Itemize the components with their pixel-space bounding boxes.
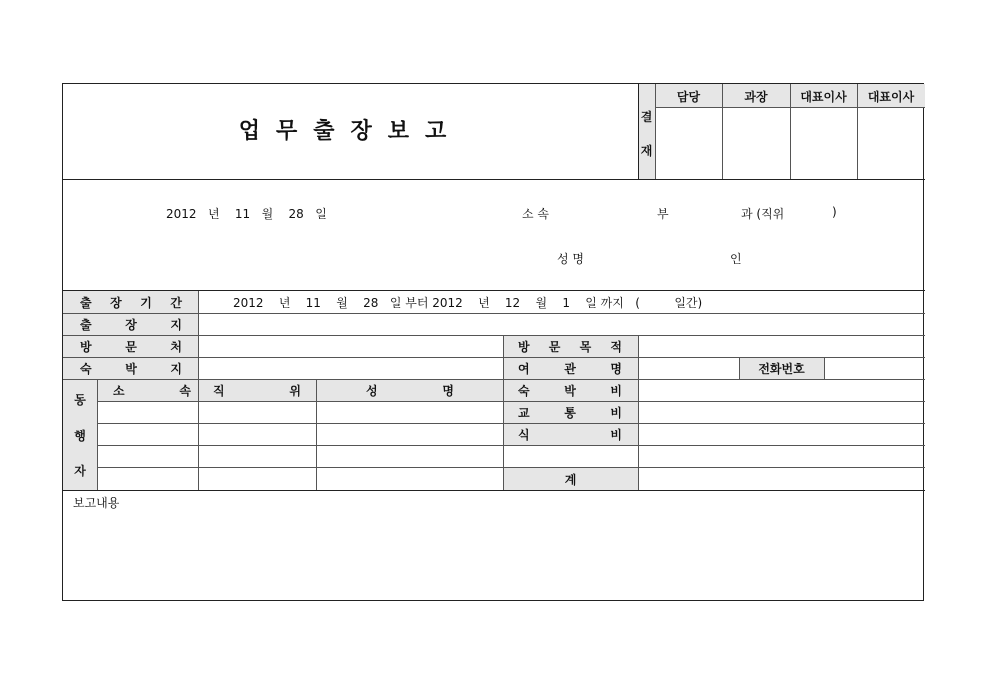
divider [63, 179, 925, 180]
report-content-area[interactable] [64, 512, 923, 598]
cost-meal-field[interactable] [639, 424, 924, 445]
approval-side-label-1: 결 [640, 110, 653, 124]
approval-header-manager: 과장 [744, 90, 768, 104]
purpose-label: 방 문 목 적 [518, 340, 622, 354]
phone-field[interactable] [825, 358, 924, 379]
companion-side-char: 행 [74, 429, 86, 443]
hotel-field[interactable] [639, 358, 738, 379]
approval-header-ceo-2: 대표이사 [867, 90, 915, 104]
divider [503, 335, 504, 490]
period-start-day: 28 [363, 296, 379, 310]
col-name: 성 명 [366, 384, 454, 398]
approval-side-label-2: 재 [640, 144, 653, 158]
report-year: 2012 [166, 207, 197, 221]
cost-total-label: 계 [564, 473, 577, 487]
approval-side-shade [638, 84, 655, 179]
seal-mark: 인 [730, 252, 742, 266]
col-affiliation: 소 속 [113, 384, 191, 398]
approval-header-ceo-1: 대표이사 [800, 90, 847, 104]
cost-lodging-field[interactable] [639, 380, 924, 401]
year-unit: 년 [208, 207, 220, 221]
lodging-label: 숙 박 지 [80, 362, 182, 376]
affiliation-label: 소 속 [522, 207, 549, 221]
period-label [80, 294, 182, 311]
phone-label: 전화번호 [758, 362, 805, 376]
lodging-field[interactable] [199, 358, 502, 379]
period-end-day: 1 [562, 296, 570, 310]
period-from: 부터 [405, 296, 429, 310]
day-unit: 일 [315, 207, 327, 221]
companion-side-char: 자 [74, 464, 86, 478]
divider [638, 84, 639, 179]
form-title: 업무출장보고 [238, 119, 463, 144]
day-unit: 일 [585, 296, 597, 310]
open-paren: ( [635, 296, 640, 310]
year-unit: 년 [478, 296, 490, 310]
visit-label: 방 문 처 [80, 340, 182, 354]
report-day: 28 [288, 207, 304, 221]
approval-sign-box-staff[interactable] [656, 108, 721, 178]
report-label: 보고내용 [73, 496, 120, 510]
cost-meal-label: 식 비 [518, 428, 622, 442]
cost-lodging-label: 숙 박 비 [518, 384, 622, 398]
place-label: 출 장 지 [80, 318, 182, 332]
approval-sign-box-ceo-1[interactable] [791, 108, 856, 178]
period-text [233, 294, 702, 311]
close-paren: ) [832, 205, 837, 219]
month-unit: 월 [535, 296, 548, 310]
period-end-month: 12 [504, 296, 521, 310]
col-position: 직 위 [213, 384, 301, 398]
report-month: 11 [234, 207, 251, 221]
period-label-char: 출 [80, 296, 92, 310]
hotel-label: 여 관 명 [518, 362, 622, 376]
dept-unit: 부 [657, 207, 669, 221]
cost-transport-label: 교 통 비 [518, 406, 622, 420]
period-days: 일간) [674, 296, 703, 310]
day-unit: 일 [389, 296, 402, 310]
report-date [166, 205, 327, 222]
divider [63, 490, 925, 491]
divider [97, 379, 98, 490]
month-unit: 월 [261, 207, 274, 221]
section-unit: 과 (직위 [741, 207, 785, 221]
visit-field[interactable] [199, 336, 502, 357]
divider [97, 445, 925, 446]
divider [316, 379, 317, 490]
divider [63, 290, 925, 291]
period-end-year: 2012 [432, 296, 463, 310]
approval-sign-box-ceo-2[interactable] [858, 108, 924, 178]
name-label: 성 명 [557, 252, 584, 266]
approval-header-staff: 담당 [676, 90, 701, 104]
period-start-month: 11 [305, 296, 321, 310]
period-label-char: 장 [110, 296, 122, 310]
year-unit: 년 [278, 296, 291, 310]
cost-total-field[interactable] [639, 468, 924, 489]
trip-report-form [62, 83, 924, 601]
period-until: 까지 [600, 296, 624, 310]
purpose-field[interactable] [639, 336, 924, 357]
place-field[interactable] [199, 314, 924, 335]
period-label-char: 간 [170, 296, 182, 310]
approval-sign-box-manager[interactable] [723, 108, 789, 178]
period-label-char: 기 [140, 296, 152, 310]
cost-transport-field[interactable] [639, 402, 924, 423]
month-unit: 월 [336, 296, 348, 310]
companion-side-char: 동 [74, 393, 86, 407]
period-start-year: 2012 [233, 296, 264, 310]
